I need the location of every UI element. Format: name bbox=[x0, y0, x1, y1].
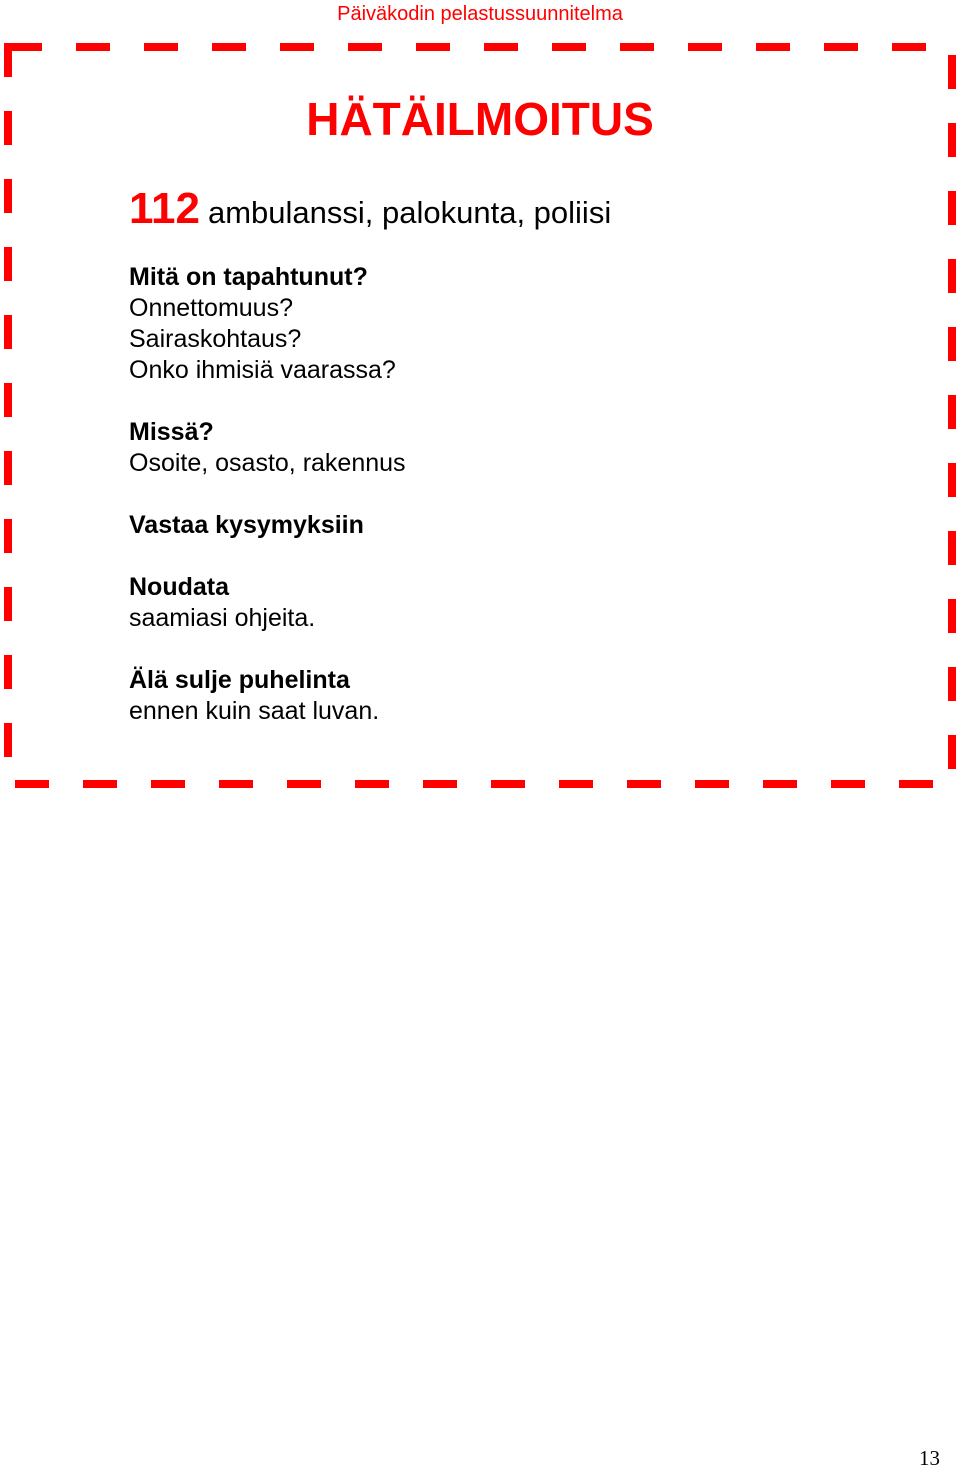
where-heading: Missä? bbox=[129, 418, 214, 446]
what-heading: Mitä on tapahtunut? bbox=[129, 263, 368, 291]
where-line-address: Osoite, osasto, rakennus bbox=[129, 449, 406, 477]
what-line-danger: Onko ihmisiä vaarassa? bbox=[129, 356, 396, 384]
emergency-number: 112 bbox=[129, 184, 200, 233]
emergency-services: ambulanssi, palokunta, poliisi bbox=[207, 195, 612, 230]
emergency-line bbox=[129, 184, 611, 234]
answer-heading: Vastaa kysymyksiin bbox=[129, 511, 364, 539]
what-line-accident: Onnettomuus? bbox=[129, 294, 293, 322]
notice-instructions bbox=[129, 262, 406, 727]
hangup-heading: Älä sulje puhelinta bbox=[129, 666, 350, 694]
what-line-illness: Sairaskohtaus? bbox=[129, 325, 302, 353]
hangup-line-permission: ennen kuin saat luvan. bbox=[129, 697, 380, 725]
follow-heading: Noudata bbox=[129, 573, 229, 601]
page-number: 13 bbox=[919, 1446, 940, 1470]
follow-line-instructions: saamiasi ohjeita. bbox=[129, 604, 316, 632]
running-header: Päiväkodin pelastussuunnitelma bbox=[337, 3, 623, 25]
notice-title: HÄTÄILMOITUS bbox=[306, 93, 654, 145]
